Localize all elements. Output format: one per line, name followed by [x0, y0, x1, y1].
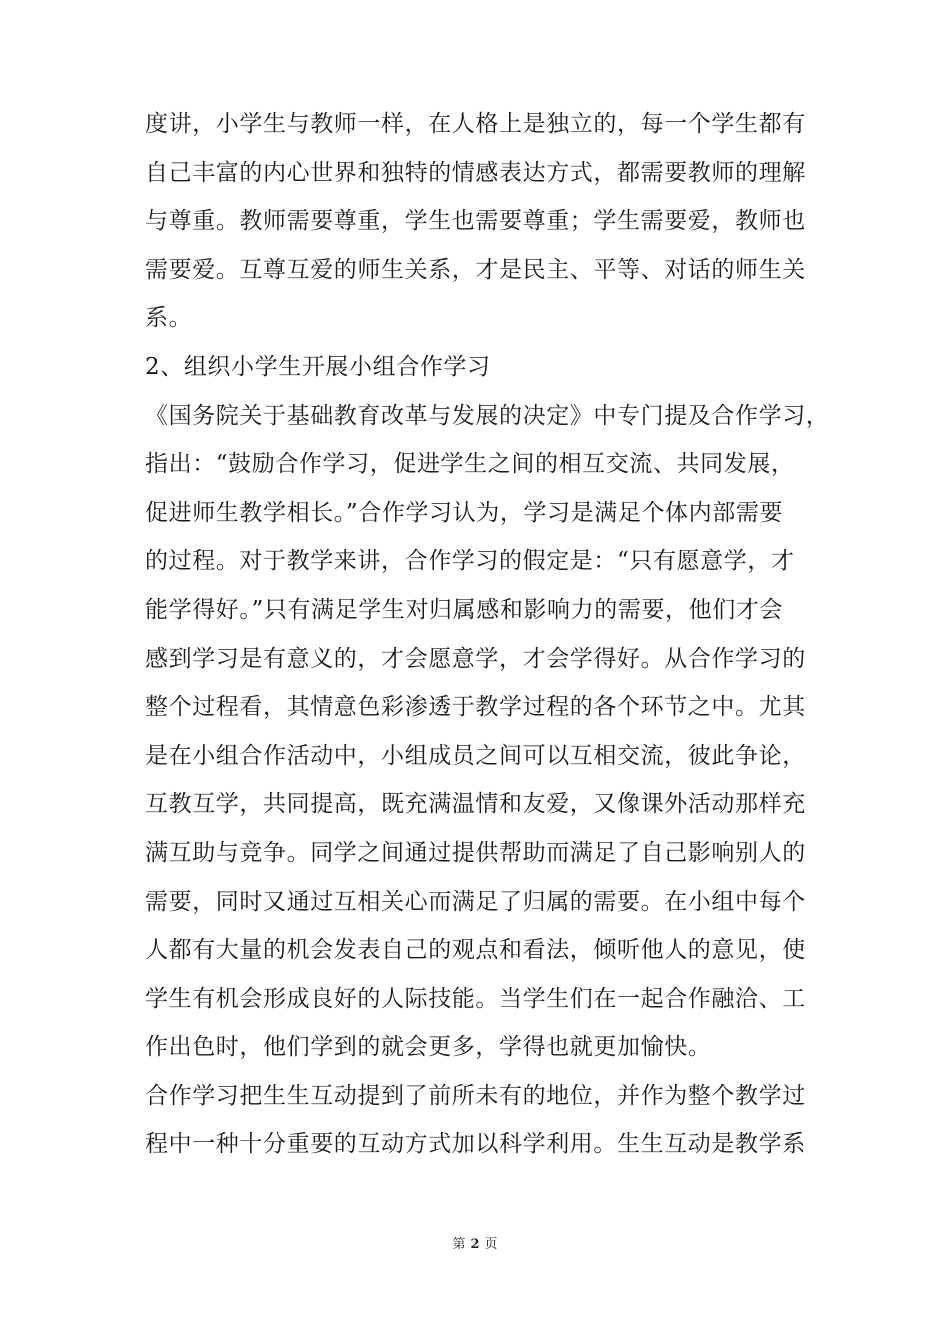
- section-heading: 2、组织小学生开展小组合作学习: [145, 353, 491, 380]
- text-line-8: 指出：“鼓励合作学习，促进学生之间的相互交流、共同发展，: [145, 451, 795, 478]
- page-label-prefix: 第: [452, 1237, 466, 1252]
- text-line-20: 作出色时，他们学到的就会更多，学得也就更加愉快。: [145, 1034, 712, 1061]
- text-line-14: 是在小组合作活动中，小组成员之间可以互相交流，彼此争论，: [145, 742, 806, 769]
- text-line-5: 系。: [145, 305, 193, 332]
- text-line-13: 整个过程看，其情意色彩渗透于教学过程的各个环节之中。尤其: [145, 694, 806, 721]
- text-line-1: 度讲，小学生与教师一样，在人格上是独立的，每一个学生都有: [145, 111, 806, 137]
- text-line-9: 促进师生教学相长。”合作学习认为，学习是满足个体内部需要: [145, 499, 784, 526]
- text-line-2: 自己丰富的内心世界和独特的情感表达方式，都需要教师的理解: [145, 159, 806, 186]
- text-line-4: 需要爱。互尊互爱的师生关系，才是民主、平等、对话的师生关: [145, 256, 806, 283]
- text-line-22: 程中一种十分重要的互动方式加以科学利用。生生互动是教学系: [145, 1131, 806, 1158]
- text-line-10: 的过程。对于教学来讲，合作学习的假定是：“只有愿意学，才: [145, 548, 795, 575]
- body-text: [145, 100, 830, 1169]
- text-line-12: 感到学习是有意义的，才会愿意学，才会学得好。从合作学习的: [145, 645, 806, 672]
- text-line-15: 互教互学，共同提高，既充满温情和友爱，又像课外活动那样充: [145, 791, 806, 818]
- text-line-18: 人都有大量的机会发表自己的观点和看法，倾听他人的意见，使: [145, 937, 806, 964]
- text-line-7: 《国务院关于基础教育改革与发展的决定》中专门提及合作学习，: [145, 402, 830, 429]
- page-footer: [0, 1233, 950, 1252]
- text-line-21: 合作学习把生生互动提到了前所未有的地位，并作为整个教学过: [145, 1082, 806, 1109]
- page-label-suffix: 页: [484, 1237, 498, 1252]
- text-line-3: 与尊重。教师需要尊重，学生也需要尊重；学生需要爱，教师也: [145, 208, 806, 235]
- text-line-16: 满互助与竞争。同学之间通过提供帮助而满足了自己影响别人的: [145, 839, 806, 866]
- text-line-19: 学生有机会形成良好的人际技能。当学生们在一起合作融洽、工: [145, 985, 806, 1012]
- text-line-11: 能学得好。”只有满足学生对归属感和影响力的需要，他们才会: [145, 596, 784, 623]
- text-line-17: 需要，同时又通过互相关心而满足了归属的需要。在小组中每个: [145, 888, 806, 915]
- page-number: 2: [470, 1237, 480, 1252]
